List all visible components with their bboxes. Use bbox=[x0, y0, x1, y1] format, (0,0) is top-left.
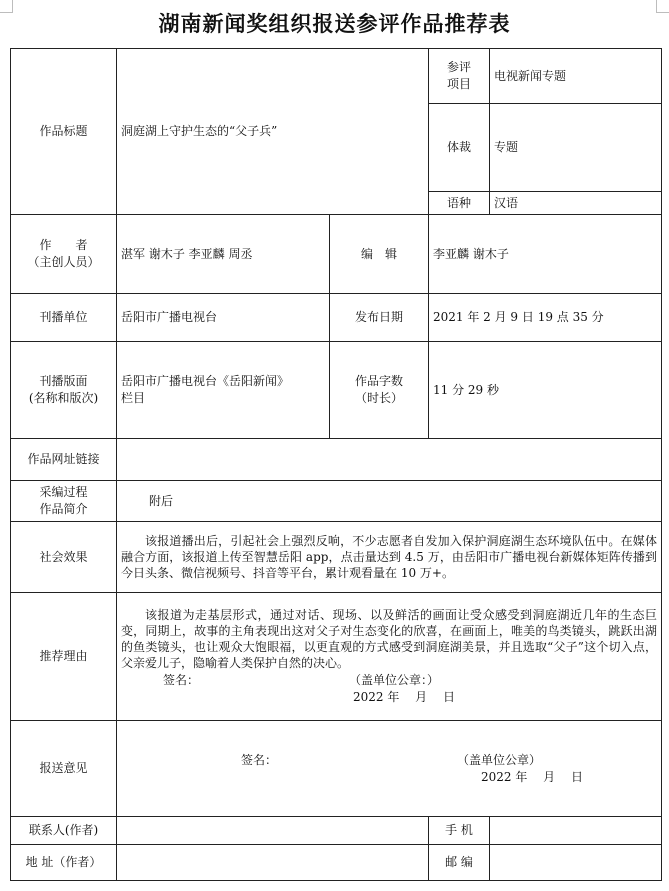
recommendation-form-table bbox=[10, 48, 662, 881]
column-label: 刊播版面 (名称和版次) bbox=[11, 342, 117, 439]
page-title: 湖南新闻奖组织报送参评作品推荐表 bbox=[158, 11, 511, 36]
process-label: 采编过程 作品简介 bbox=[11, 481, 117, 522]
editor-value: 李亚麟 谢木子 bbox=[433, 246, 509, 261]
work-title-field[interactable] bbox=[117, 49, 429, 215]
publish-date-label: 发布日期 bbox=[330, 294, 429, 342]
category-field[interactable] bbox=[490, 49, 662, 104]
address-field[interactable] bbox=[117, 845, 429, 881]
length-value: 11 分 29 秒 bbox=[433, 382, 499, 397]
reason-text: 该报道为走基层形式，通过对话、现场、以及鲜活的画面让受众感受到洞庭湖近几年的生态巨变，同期上，故事的主角表现出这对父子对生态变化的欣喜，在画面上，唯美的鸟类镜头，跳跃出湖的鱼类镜头，也让观众大饱眼福，以更直观的方式感受到洞庭湖美景，并且选取“父子”这个切入点，父亲爱儿子，隐喻着人类保护自然的决心。 bbox=[121, 608, 657, 670]
publisher-value: 岳阳市广播电视台 bbox=[121, 310, 218, 324]
zip-field[interactable] bbox=[490, 845, 662, 881]
url-field[interactable] bbox=[117, 439, 662, 481]
opinion-seal: （盖单位公章） bbox=[457, 752, 542, 767]
category-value: 电视新闻专题 bbox=[494, 68, 567, 83]
genre-label: 体裁 bbox=[429, 104, 490, 192]
column-value-line2: 栏目 bbox=[121, 391, 146, 405]
social-effect-text: 该报道播出后，引起社会上强烈反响，不少志愿者自发加入保护洞庭湖生态环境队伍中。在媒体融合方面，该报道上传至智慧岳阳 app，点击量达到 4.5 万，由岳阳市广播电视台新媒体矩阵传播到今日头条、微信视频号、抖音等平台，累计观看量在 10 万+。 bbox=[121, 534, 657, 580]
process-value: 附后 bbox=[149, 493, 174, 508]
address-label: 地 址（作者） bbox=[11, 845, 117, 881]
language-label: 语种 bbox=[429, 192, 490, 215]
editor-label: 编 辑 bbox=[330, 215, 429, 294]
language-field[interactable] bbox=[490, 192, 662, 215]
phone-field[interactable] bbox=[490, 817, 662, 845]
author-value: 湛军 谢木子 李亚麟 周丞 bbox=[121, 246, 253, 261]
contact-label: 联系人(作者) bbox=[11, 817, 117, 845]
phone-label: 手 机 bbox=[429, 817, 490, 845]
publish-date-value: 2021 年 2 月 9 日 19 点 35 分 bbox=[433, 310, 604, 324]
editor-field[interactable] bbox=[429, 215, 662, 294]
category-label: 参评 项目 bbox=[429, 49, 490, 104]
genre-value: 专题 bbox=[494, 140, 519, 154]
column-value-line1: 岳阳市广播电视台《岳阳新闻》 bbox=[121, 374, 290, 388]
opinion-date: 2022 年 月 日 bbox=[481, 769, 583, 784]
reason-sign-line: 签名： （盖单位公章：） bbox=[163, 673, 440, 687]
zip-label: 邮 编 bbox=[429, 845, 490, 881]
process-field[interactable] bbox=[117, 481, 662, 522]
genre-field[interactable] bbox=[490, 104, 662, 192]
url-label: 作品网址链接 bbox=[11, 439, 117, 481]
author-field[interactable] bbox=[117, 215, 330, 294]
reason-date: 2022 年 月 日 bbox=[353, 690, 455, 704]
opinion-sign-line: 签名： （盖单位公章） bbox=[241, 752, 542, 767]
reason-seal: （盖单位公章：） bbox=[349, 673, 440, 687]
work-title-label: 作品标题 bbox=[11, 49, 117, 215]
publish-date-field[interactable] bbox=[429, 294, 662, 342]
reason-field[interactable] bbox=[117, 593, 662, 721]
work-title-value: 洞庭湖上守护生态的“父子兵” bbox=[121, 124, 278, 138]
contact-field[interactable] bbox=[117, 817, 429, 845]
publisher-label: 刊播单位 bbox=[11, 294, 117, 342]
length-label: 作品字数 （时长） bbox=[330, 342, 429, 439]
social-effect-field[interactable] bbox=[117, 522, 662, 593]
author-label: 作 者 （主创人员） bbox=[11, 215, 117, 294]
column-field[interactable] bbox=[117, 342, 330, 439]
opinion-field[interactable] bbox=[117, 721, 662, 817]
social-effect-label: 社会效果 bbox=[11, 522, 117, 593]
length-field[interactable] bbox=[429, 342, 662, 439]
opinion-label: 报送意见 bbox=[11, 721, 117, 817]
language-value: 汉语 bbox=[494, 195, 519, 210]
publisher-field[interactable] bbox=[117, 294, 330, 342]
reason-label: 推荐理由 bbox=[11, 593, 117, 721]
